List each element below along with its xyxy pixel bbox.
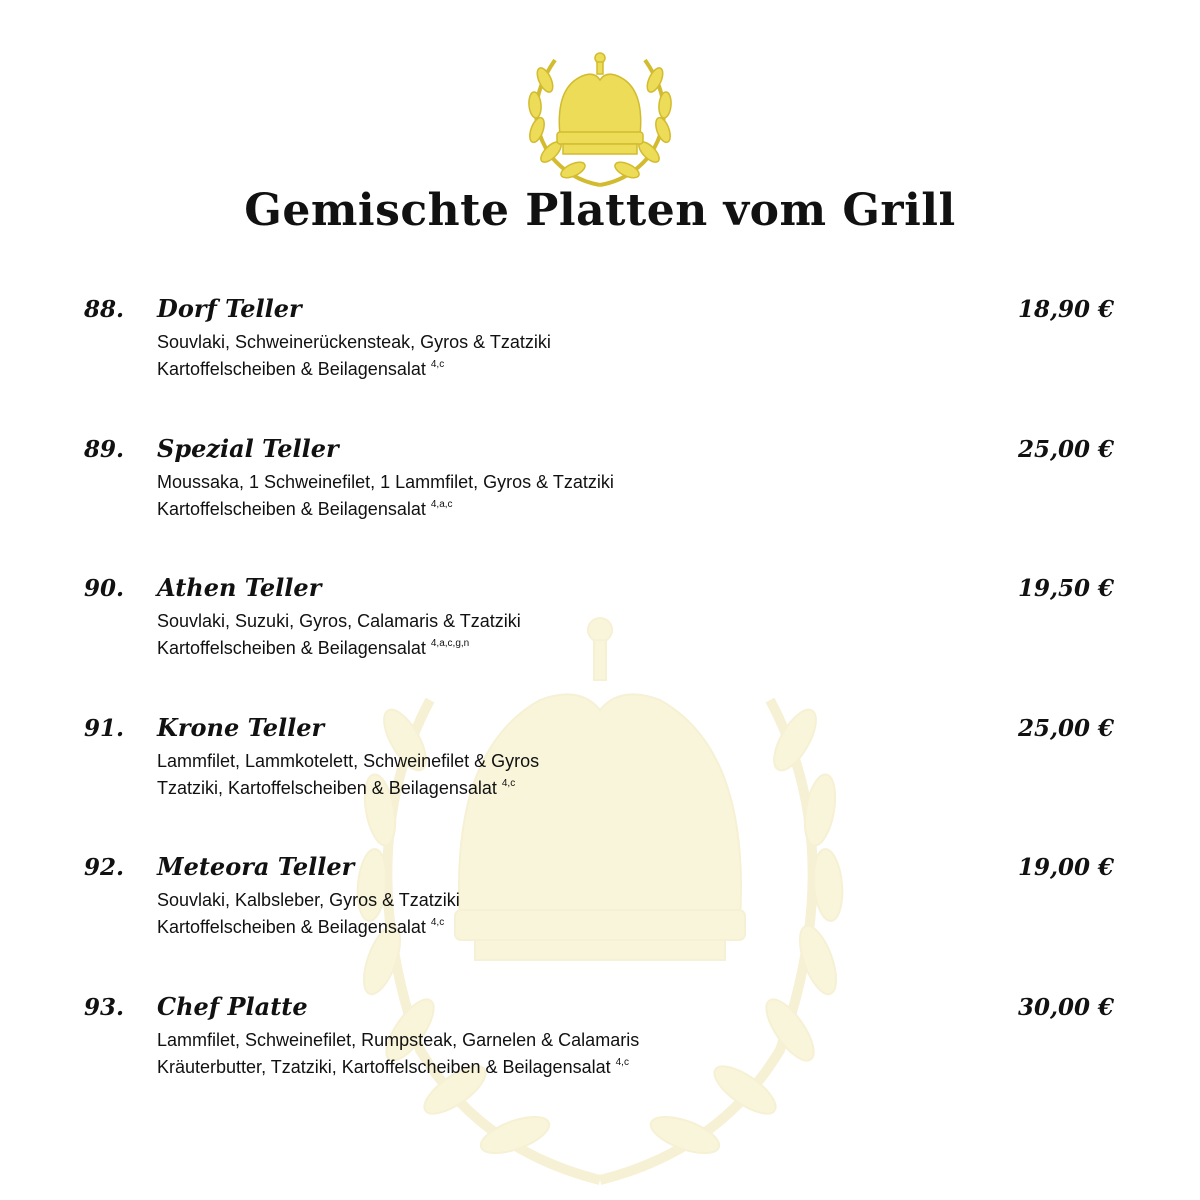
item-description: Lammfilet, Lammkotelett, Schweinefilet & Gyros xyxy=(157,750,540,771)
item-sides-text: Kartoffelscheiben & Beilagensalat xyxy=(157,359,426,379)
menu-item xyxy=(0,848,1200,988)
menu-item xyxy=(0,988,1200,1128)
menu-item xyxy=(0,569,1200,709)
item-price: 30,00 € xyxy=(1017,993,1114,1021)
item-number: 90. xyxy=(84,575,125,602)
item-sides-text: Kartoffelscheiben & Beilagensalat xyxy=(157,498,426,519)
item-price: 18,90 € xyxy=(1017,296,1114,323)
item-allergens: 4,c xyxy=(430,917,445,928)
item-sides-text: Tzatziki, Kartoffelscheiben & Beilagensalat xyxy=(157,777,497,798)
item-price: 25,00 € xyxy=(1017,435,1114,463)
item-price: 19,50 € xyxy=(1017,575,1114,602)
menu-list xyxy=(0,290,1200,1127)
item-number: 92. xyxy=(84,854,125,881)
item-price: 25,00 € xyxy=(1017,714,1114,742)
item-sides xyxy=(157,917,444,938)
item-sides xyxy=(157,778,515,799)
item-sides-text: Kartoffelscheiben & Beilagensalat xyxy=(157,917,426,937)
item-sides xyxy=(157,499,453,520)
item-allergens: 4,c xyxy=(501,777,516,789)
item-allergens: 4,c xyxy=(615,1056,629,1068)
item-sides xyxy=(157,1057,629,1078)
item-allergens: 4,c xyxy=(430,359,445,370)
item-name: Chef Platte xyxy=(157,991,308,1021)
item-number: 88. xyxy=(84,296,125,323)
item-description: Moussaka, 1 Schweinefilet, 1 Lammfilet, Gyros & Tzatziki xyxy=(157,471,614,492)
item-sides-text: Kartoffelscheiben & Beilagensalat xyxy=(157,638,426,658)
page-title: Gemischte Platten vom Grill xyxy=(244,185,956,236)
item-description: Lammfilet, Schweinefilet, Rumpsteak, Garnelen & Calamaris xyxy=(157,1029,640,1050)
item-name: Meteora Teller xyxy=(157,852,355,881)
menu-item xyxy=(0,290,1200,430)
item-number: 91. xyxy=(84,714,125,742)
item-name: Krone Teller xyxy=(157,712,325,742)
item-price: 19,00 € xyxy=(1017,854,1114,881)
item-name: Athen Teller xyxy=(157,573,322,602)
item-number: 93. xyxy=(84,993,125,1021)
item-sides xyxy=(157,359,444,380)
item-name: Dorf Teller xyxy=(157,294,302,323)
item-description: Souvlaki, Schweinerückensteak, Gyros & Tzatziki xyxy=(157,332,551,352)
item-number: 89. xyxy=(84,435,125,463)
menu-item xyxy=(0,709,1200,849)
item-allergens: 4,a,c xyxy=(430,498,453,510)
item-sides xyxy=(157,638,469,659)
menu-item xyxy=(0,430,1200,570)
item-description: Souvlaki, Kalbsleber, Gyros & Tzatziki xyxy=(157,890,460,910)
item-name: Spezial Teller xyxy=(157,433,339,463)
item-allergens: 4,a,c,g,n xyxy=(430,638,470,649)
item-description: Souvlaki, Suzuki, Gyros, Calamaris & Tzatziki xyxy=(157,611,521,631)
crown-logo-icon xyxy=(515,40,685,190)
item-sides-text: Kräuterbutter, Tzatziki, Kartoffelscheiben & Beilagensalat xyxy=(157,1056,611,1077)
